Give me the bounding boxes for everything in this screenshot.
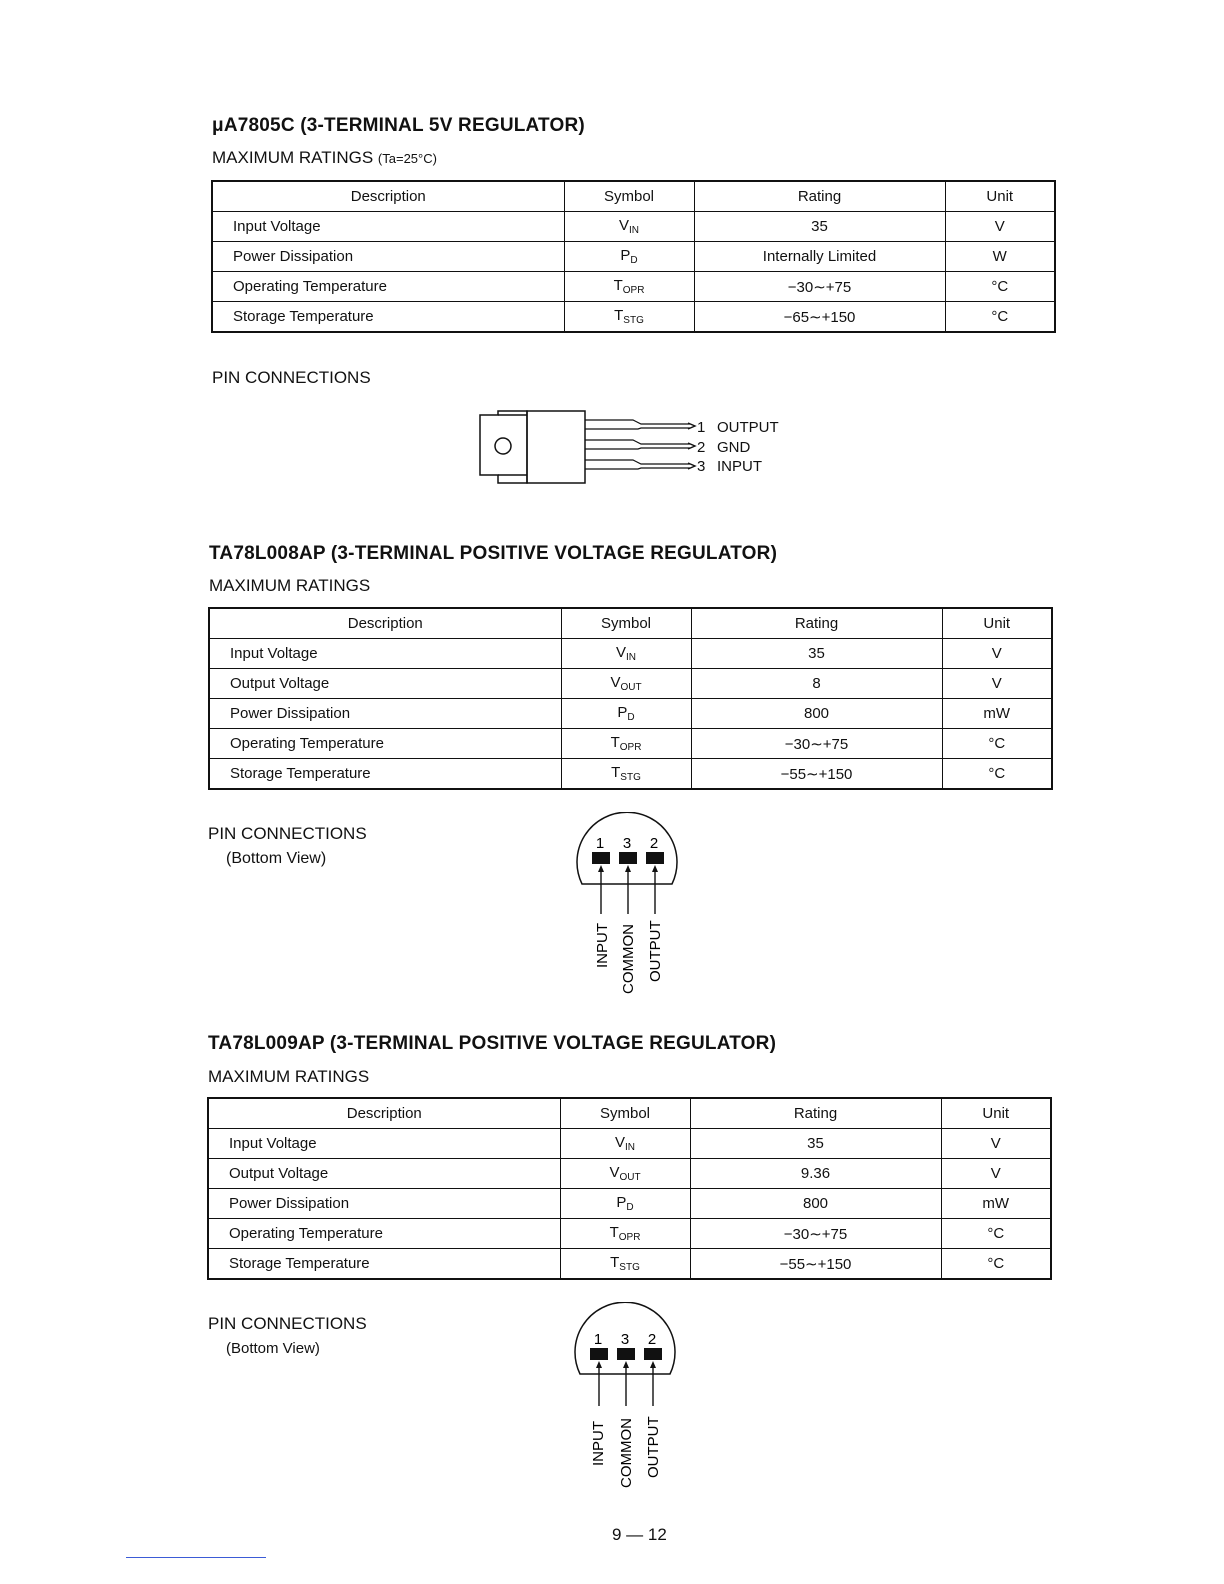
pin-pad: [592, 852, 610, 864]
pin-entry: [697, 457, 779, 477]
cell-symbol: [561, 639, 691, 669]
symbol-subscript: IN: [626, 652, 636, 663]
table-row: [212, 272, 1055, 302]
pin-lead-2: [585, 440, 690, 449]
column-header-rating: Rating: [691, 608, 942, 639]
cell-description: Input Voltage: [212, 212, 564, 242]
section3-title: TA78L009AP (3-TERMINAL POSITIVE VOLTAGE REGULATOR): [208, 1033, 777, 1054]
cell-unit: V: [942, 639, 1052, 669]
column-header-rating: Rating: [694, 181, 945, 212]
cell-unit: mW: [942, 699, 1052, 729]
table-row: [209, 729, 1052, 759]
symbol-subscript: STG: [620, 772, 641, 783]
symbol-base: T: [610, 1254, 620, 1271]
symbol-base: V: [618, 217, 629, 234]
symbol-base: V: [615, 644, 626, 661]
pin-number: 1: [697, 419, 706, 436]
section2-pin-connections-label: PIN CONNECTIONS: [208, 824, 367, 843]
table-row: [208, 1189, 1051, 1219]
cell-symbol: [560, 1189, 690, 1219]
cell-unit: V: [942, 669, 1052, 699]
cell-unit: mW: [941, 1189, 1051, 1219]
pin-number-label: 1: [595, 835, 605, 852]
symbol-subscript: D: [630, 255, 638, 266]
pin-lead-1: [585, 420, 690, 429]
cell-description: Storage Temperature: [209, 759, 561, 790]
cell-unit: °C: [941, 1249, 1051, 1280]
cell-description: Operating Temperature: [209, 729, 561, 759]
cell-symbol: [564, 302, 694, 333]
column-header-symbol: Symbol: [560, 1098, 690, 1129]
pin-name: INPUT: [717, 458, 762, 475]
table-row: [208, 1249, 1051, 1280]
cell-unit: °C: [942, 759, 1052, 790]
mounting-tab-outline: [480, 411, 527, 483]
table-header: [209, 608, 1052, 639]
cell-description: Output Voltage: [208, 1159, 560, 1189]
column-header-unit: Unit: [941, 1098, 1051, 1129]
pin-number-label: 2: [647, 1331, 657, 1348]
cell-rating: −55∼+150: [691, 759, 942, 790]
pin-pad: [617, 1348, 635, 1360]
table-row: [212, 302, 1055, 333]
symbol-subscript: D: [627, 712, 635, 723]
table-row: [209, 759, 1052, 790]
cell-unit: °C: [945, 272, 1055, 302]
symbol-subscript: IN: [625, 1142, 635, 1153]
section2-subtitle: MAXIMUM RATINGS: [209, 576, 371, 595]
cell-symbol: [561, 759, 691, 790]
section2-bottom-view-label: (Bottom View): [226, 850, 327, 867]
cell-unit: °C: [942, 729, 1052, 759]
section1-pin-connections-label: PIN CONNECTIONS: [212, 368, 371, 387]
cell-symbol: [561, 729, 691, 759]
section3-subtitle: MAXIMUM RATINGS: [208, 1067, 370, 1086]
table-row: [209, 669, 1052, 699]
pin-name-common: COMMON: [618, 1418, 635, 1488]
to92-package-diagram: [572, 1302, 684, 1492]
cell-rating: 35: [691, 639, 942, 669]
symbol-subscript: OUT: [619, 1172, 641, 1183]
cell-symbol: [561, 699, 691, 729]
pin-number-label: 2: [649, 835, 659, 852]
cell-rating: −30∼+75: [691, 729, 942, 759]
cell-description: Power Dissipation: [209, 699, 561, 729]
column-header-unit: Unit: [945, 181, 1055, 212]
cell-description: Power Dissipation: [208, 1189, 560, 1219]
cell-unit: W: [945, 242, 1055, 272]
footnote-divider: [126, 1557, 266, 1558]
cell-description: Operating Temperature: [212, 272, 564, 302]
pin-leads: [585, 420, 695, 469]
symbol-base: T: [611, 764, 621, 781]
pin-name-output: OUTPUT: [647, 920, 664, 982]
cell-symbol: [561, 669, 691, 699]
symbol-base: T: [610, 734, 620, 751]
symbol-base: V: [614, 1134, 625, 1151]
symbol-base: V: [609, 1164, 620, 1181]
column-header-symbol: Symbol: [561, 608, 691, 639]
pin-pad: [590, 1348, 608, 1360]
cell-rating: −65∼+150: [694, 302, 945, 333]
symbol-base: V: [610, 674, 621, 691]
cell-symbol: [560, 1219, 690, 1249]
cell-symbol: [560, 1129, 690, 1159]
mounting-hole: [495, 438, 511, 454]
pin-name-input: INPUT: [590, 1421, 607, 1466]
pin-name-output: OUTPUT: [645, 1416, 662, 1478]
pin-entry: [697, 438, 779, 458]
cell-rating: Internally Limited: [694, 242, 945, 272]
column-header-description: Description: [208, 1098, 560, 1129]
table-row: [212, 242, 1055, 272]
symbol-subscript: IN: [629, 225, 639, 236]
table-row: [208, 1129, 1051, 1159]
section1-subtitle-text: MAXIMUM RATINGS: [212, 148, 374, 167]
package-body: [527, 411, 585, 483]
cell-unit: V: [941, 1159, 1051, 1189]
cell-rating: 35: [694, 212, 945, 242]
table-row: [212, 212, 1055, 242]
symbol-subscript: OUT: [620, 682, 642, 693]
cell-rating: −30∼+75: [694, 272, 945, 302]
table-header: [212, 181, 1055, 212]
symbol-subscript: OPR: [619, 742, 642, 753]
cell-rating: 8: [691, 669, 942, 699]
pin-number-label: 3: [620, 1331, 630, 1348]
pin-number-label: 1: [593, 1331, 603, 1348]
table-row: [208, 1159, 1051, 1189]
cell-rating: 35: [690, 1129, 941, 1159]
cell-rating: −55∼+150: [690, 1249, 941, 1280]
section1-ratings-table: [211, 180, 1056, 333]
cell-unit: V: [941, 1129, 1051, 1159]
section2-title: TA78L008AP (3-TERMINAL POSITIVE VOLTAGE REGULATOR): [209, 543, 778, 564]
symbol-base: T: [609, 1224, 619, 1241]
section3-ratings-table: [207, 1097, 1052, 1280]
cell-rating: 800: [690, 1189, 941, 1219]
section1-subtitle: [212, 148, 437, 168]
pin-name-input: INPUT: [594, 923, 611, 968]
cell-symbol: [564, 242, 694, 272]
pin-number: 2: [697, 438, 706, 456]
section3-bottom-view-label: (Bottom View): [226, 1340, 320, 1357]
section1-title: μA7805C (3-TERMINAL 5V REGULATOR): [212, 115, 585, 136]
symbol-subscript: OPR: [618, 1232, 641, 1243]
page-number: 9 — 12: [612, 1525, 667, 1544]
section3-pin-connections-label: PIN CONNECTIONS: [208, 1314, 367, 1333]
cell-description: Storage Temperature: [208, 1249, 560, 1280]
column-header-symbol: Symbol: [564, 181, 694, 212]
cell-description: Input Voltage: [208, 1129, 560, 1159]
pin-name: OUTPUT: [717, 419, 779, 436]
symbol-base: T: [613, 277, 623, 294]
section2-ratings-table: [208, 607, 1053, 790]
cell-description: Power Dissipation: [212, 242, 564, 272]
cell-symbol: [560, 1159, 690, 1189]
section1-subtitle-condition: (Ta=25°C): [377, 151, 437, 166]
symbol-subscript: STG: [619, 1262, 640, 1273]
column-header-description: Description: [209, 608, 561, 639]
column-header-unit: Unit: [942, 608, 1052, 639]
pin-number: 3: [697, 458, 706, 475]
to220-package-diagram: [478, 410, 700, 485]
pin-name-common: COMMON: [620, 924, 637, 994]
pin-number-label: 3: [622, 835, 632, 852]
table-row: [208, 1219, 1051, 1249]
pin-pad: [619, 852, 637, 864]
column-header-description: Description: [212, 181, 564, 212]
cell-description: Output Voltage: [209, 669, 561, 699]
pin-name: GND: [717, 438, 751, 456]
column-header-rating: Rating: [690, 1098, 941, 1129]
cell-unit: °C: [945, 302, 1055, 333]
pin-pad: [644, 1348, 662, 1360]
cell-description: Operating Temperature: [208, 1219, 560, 1249]
cell-symbol: [560, 1249, 690, 1280]
cell-description: Input Voltage: [209, 639, 561, 669]
cell-rating: −30∼+75: [690, 1219, 941, 1249]
table-row: [209, 639, 1052, 669]
symbol-base: P: [617, 704, 628, 721]
cell-rating: 9.36: [690, 1159, 941, 1189]
cell-unit: V: [945, 212, 1055, 242]
cell-description: Storage Temperature: [212, 302, 564, 333]
symbol-base: P: [616, 1194, 627, 1211]
symbol-base: T: [614, 307, 624, 324]
cell-symbol: [564, 212, 694, 242]
symbol-base: P: [620, 247, 631, 264]
table-header: [208, 1098, 1051, 1129]
cell-rating: 800: [691, 699, 942, 729]
section1-pin-list: [697, 418, 779, 477]
symbol-subscript: STG: [623, 315, 644, 326]
table-row: [209, 699, 1052, 729]
pin-lead-3: [585, 460, 690, 469]
symbol-subscript: OPR: [622, 285, 645, 296]
cell-symbol: [564, 272, 694, 302]
to92-package-diagram: [574, 812, 686, 1002]
cell-unit: °C: [941, 1219, 1051, 1249]
pin-entry: [697, 418, 779, 438]
symbol-subscript: D: [626, 1202, 634, 1213]
pin-pad: [646, 852, 664, 864]
